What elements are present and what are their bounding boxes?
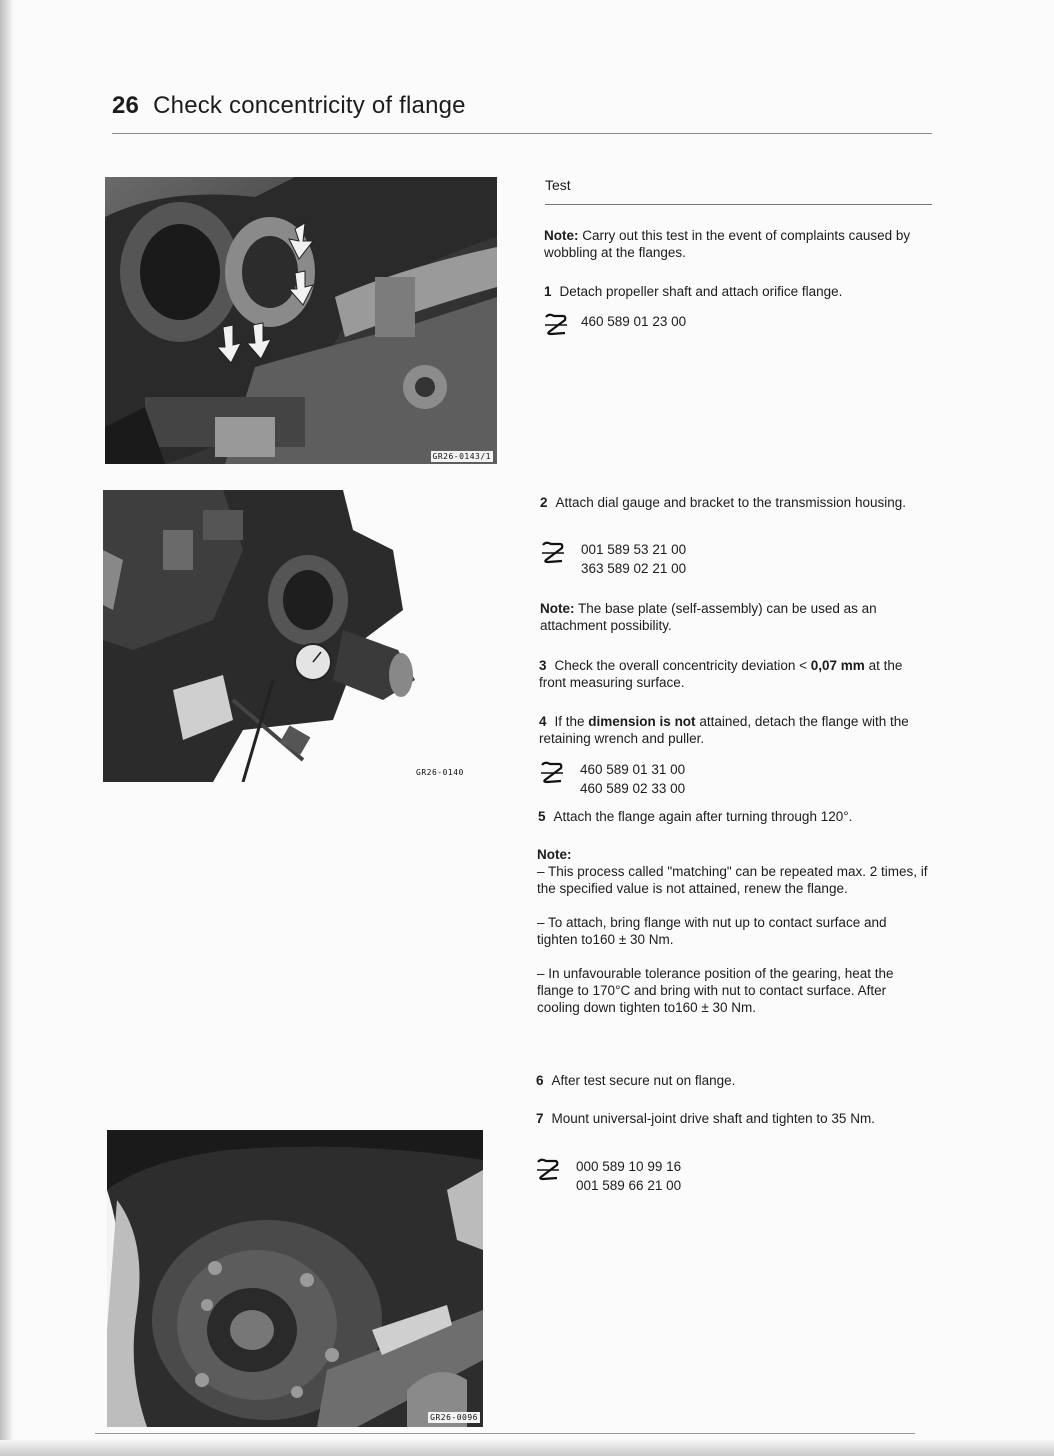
tool-number: 460 589 01 23 00 [581,314,687,329]
note-base-plate [540,600,930,634]
photo-label: GR26-0140 [416,768,464,777]
step-number: 7 [536,1111,544,1126]
note-text: Carry out this test in the event of complaints caused by wobbling at the flanges. [544,228,911,260]
step-5 [538,808,930,825]
step-number: 4 [539,714,547,729]
photo-flange-arrows [105,177,497,464]
test-heading: Test [545,177,571,193]
step-text: Attach the flange again after turning through 120°. [553,809,853,824]
step-number: 5 [538,809,546,824]
step-number: 6 [536,1073,544,1088]
note-text: The base plate (self-assembly) can be used as an attachment possibility. [540,601,877,633]
footer-rule [95,1433,915,1434]
note-item: – To attach, bring flange with nut up to contact surface and tighten to160 ± 30 Nm. [537,915,887,947]
tool-number: 001 589 66 21 00 [576,1178,682,1193]
section-title: Check concentricity of flange [153,92,466,119]
photo-dial-gauge [103,490,443,782]
note-complaints [544,227,932,261]
section-number: 26 [112,92,140,119]
note-item: – In unfavourable tolerance position of the gearing, heat the flange to 170°C and bring with nut to contact surface. After cooling down tighten to160 ± 30 Nm. [537,966,894,1015]
photo-label: GR26-0143/1 [432,452,491,461]
step-7 [536,1110,924,1127]
page-bottom-shadow [0,1440,1054,1456]
tool-number: 460 589 01 31 00 [580,762,686,777]
note-matching [537,846,929,1016]
step-text: Mount universal-joint drive shaft and tighten to 35 Nm. [551,1111,875,1126]
step-6 [536,1072,928,1089]
photo-label: GR26-0096 [430,1413,478,1422]
note-label: Note: [544,228,579,243]
tool-number: 000 589 10 99 16 [576,1159,682,1174]
step-text: at the front measuring surface. [539,658,903,690]
step-number: 1 [544,284,552,299]
special-tool-icon [535,1157,561,1181]
note-label: Note: [537,847,572,862]
concentricity-value: 0,07 mm [810,658,865,673]
photo-flange-wrench [107,1130,483,1427]
step-text: Detach propeller shaft and attach orifice flange. [559,284,843,299]
step-text: Attach dial gauge and bracket to the transmission housing. [555,495,906,510]
heading-rule [112,133,932,134]
page-edge-shadow [0,0,14,1456]
note-item: – This process called "matching" can be repeated max. 2 times, if the specified value is not attained, renew the flange. [537,864,928,896]
step-1 [544,283,932,300]
tool-number: 363 589 02 21 00 [581,561,687,576]
step-number: 3 [539,658,547,673]
special-tool-icon [543,312,569,336]
tool-number: 001 589 53 21 00 [581,542,687,557]
note-label: Note: [540,601,575,616]
step-3 [539,657,931,691]
special-tool-icon [540,540,566,564]
step-2 [540,494,932,511]
step-text: If the [554,714,589,729]
step-text: After test secure nut on flange. [551,1073,736,1088]
step-text: Check the overall concentricity deviation < [554,658,811,673]
page-heading [112,92,466,120]
tool-number: 460 589 02 33 00 [580,781,686,796]
step-4 [539,713,931,747]
step-text: attained, detach the flange with the retaining wrench and puller. [539,714,909,746]
test-rule [545,204,932,205]
step-number: 2 [540,495,548,510]
special-tool-icon [539,760,565,784]
step-emphasis: dimension is not [588,714,696,729]
